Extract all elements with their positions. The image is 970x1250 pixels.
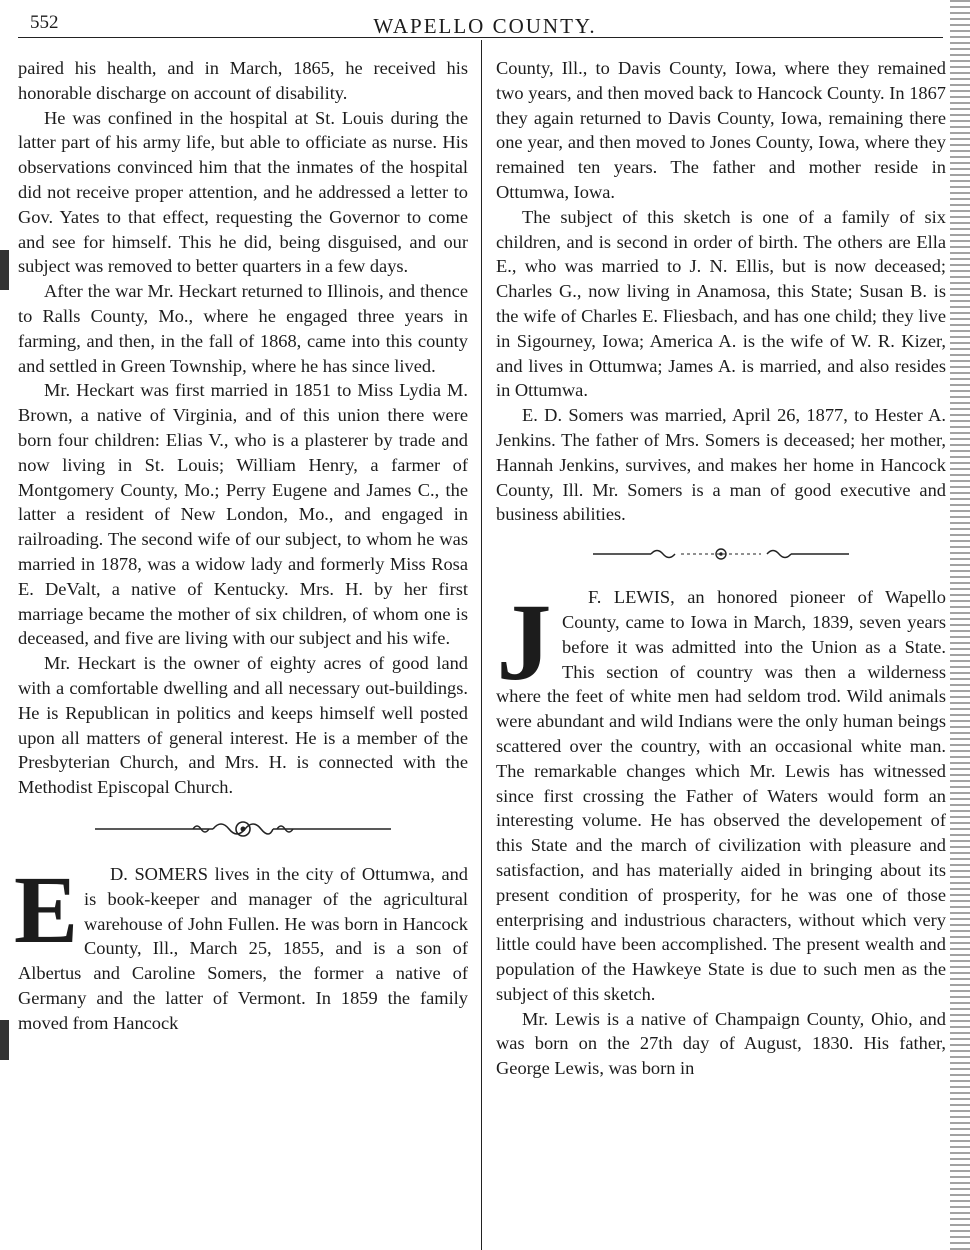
paragraph: paired his health, and in March, 1865, he received his honorable discharge on account of disability.: [18, 58, 468, 103]
paragraph: Mr. Heckart is the owner of eighty acres of good land with a comfortable dwelling and all necessary out-buildings. He is Republican in politics and keeps himself well posted upon all matters of general interest. He is a member of the Presbyterian Church, and Mrs. H. is connected with the Methodist Episcopal Church.: [18, 653, 468, 798]
right-column: [496, 56, 946, 1081]
page-edge-scan: [950, 0, 970, 1250]
paragraph: Mr. Heckart was first married in 1851 to Miss Lydia M. Brown, a native of Virginia, and of this union there were born four children: Elias V., who is a plasterer by trade and now living in St. Louis; William Henry, a farmer of Montgomery County, Mo.; Perry Eugene and James C., the latter a resident of New London, Mo., and engaged in railroading. The second wife of our subject, to whom he was married in 1878, was a widow lady and formerly Miss Rosa E. DeValt, a native of Kentucky. Mrs. H. by her first marriage became the mother of six children, of whom one is deceased, and five are living with our subject and his wife.: [18, 380, 468, 649]
header-rule: [18, 37, 943, 38]
paragraph: E. D. Somers was married, April 26, 1877, to Hester A. Jenkins. The father of Mrs. Somers is deceased; her mother, Hannah Jenkins, survives, and makes her home in Hancock County, Ill. Mr. Somers is a man of good executive and business abilities.: [496, 405, 946, 525]
page-number: 552: [30, 12, 59, 33]
paragraph: The subject of this sketch is one of a family of six children, and is second in order of birth. The others are Ella E., who was married to J. N. Ellis, but is now deceased; Charles G., now living in Anamosa, this State; Susan B. is the wife of Charles E. Fliesbach, and has one child; they live in Sigourney, Iowa; America A. is the wife of W. R. Kizer, and lives in Ottumwa; James A. is married, and also resides in Ottumwa.: [496, 206, 946, 401]
dropcap-j: [496, 581, 552, 704]
paragraph: He was confined in the hospital at St. Louis during the latter part of his army life, but able to officiate as nurse. His observations convinced him that the inmates of the hospital did not receive proper attention, and he addressed a letter to Gov. Yates to that effect, requesting the Governor to come and see for himself. This he did, being disguised, and our subject was removed to better quarters in a few days.: [18, 107, 468, 277]
paragraph-lewis-intro: F. LEWIS, an honored pioneer of Wapello County, came to Iowa in March, 1839, seven years before it was admitted into the Union as a State. This section of country was then a wilderness where the feet of white men had seldom trod. Wild animals were abundant and wild Indians were the only human beings scattered over the country, with an occasional white man. The remarkable changes which Mr. Lewis has witnessed since first crossing the Father of Waters would form an interesting volume. He has observed the developement of this State and the march of civilization with pleasure and satisfaction, and has materially aided in bringing about its present condition of prosperity, for he was one of those enterprising and industrious characters, without which very little could have been accomplished. The present wealth and population of the Hawkeye State is due to such men as the subject of this sketch.: [496, 587, 946, 1004]
svg-text:J: J: [496, 581, 552, 704]
somers-entry: [13, 855, 468, 1036]
svg-text:E: E: [13, 855, 79, 963]
left-edge-mark: [0, 1020, 9, 1060]
paragraph: Mr. Lewis is a native of Champaign County, Ohio, and was born on the 27th day of August, 1830. His father, George Lewis, was born in: [496, 1008, 946, 1079]
paragraph: County, Ill., to Davis County, Iowa, where they remained two years, and then moved back to Hancock County. In 1867 they again returned to Davis County, Iowa, remaining there one year, and then moved to Jones County, Iowa, where they remained ten years. The father and mother reside in Ottumwa, Iowa.: [496, 58, 946, 202]
dropcap-e: [13, 855, 79, 963]
paragraph: After the war Mr. Heckart returned to Illinois, and thence to Ralls County, Mo., where he engaged three years in farming, and then, in the fall of 1868, came into this county and settled in Green Township, where he has since lived.: [18, 281, 468, 376]
column-divider: [481, 40, 482, 1250]
section-ornament: [18, 818, 468, 840]
page-header: [0, 6, 970, 40]
left-edge-mark: [0, 250, 9, 290]
section-ornament: [496, 545, 946, 563]
running-title: WAPELLO COUNTY.: [373, 14, 597, 38]
paragraph-somers-intro: D. SOMERS lives in the city of Ottumwa, and is book-keeper and manager of the agricultural warehouse of John Fullen. He was born in Hancock County, Ill., March 25, 1855, and is a son of Albertus and Caroline Somers, the former a native of Germany and the latter of Vermont. In 1859 the family moved from Hancock: [18, 863, 468, 1033]
lewis-entry: [496, 581, 946, 1081]
left-column: [13, 56, 468, 1035]
